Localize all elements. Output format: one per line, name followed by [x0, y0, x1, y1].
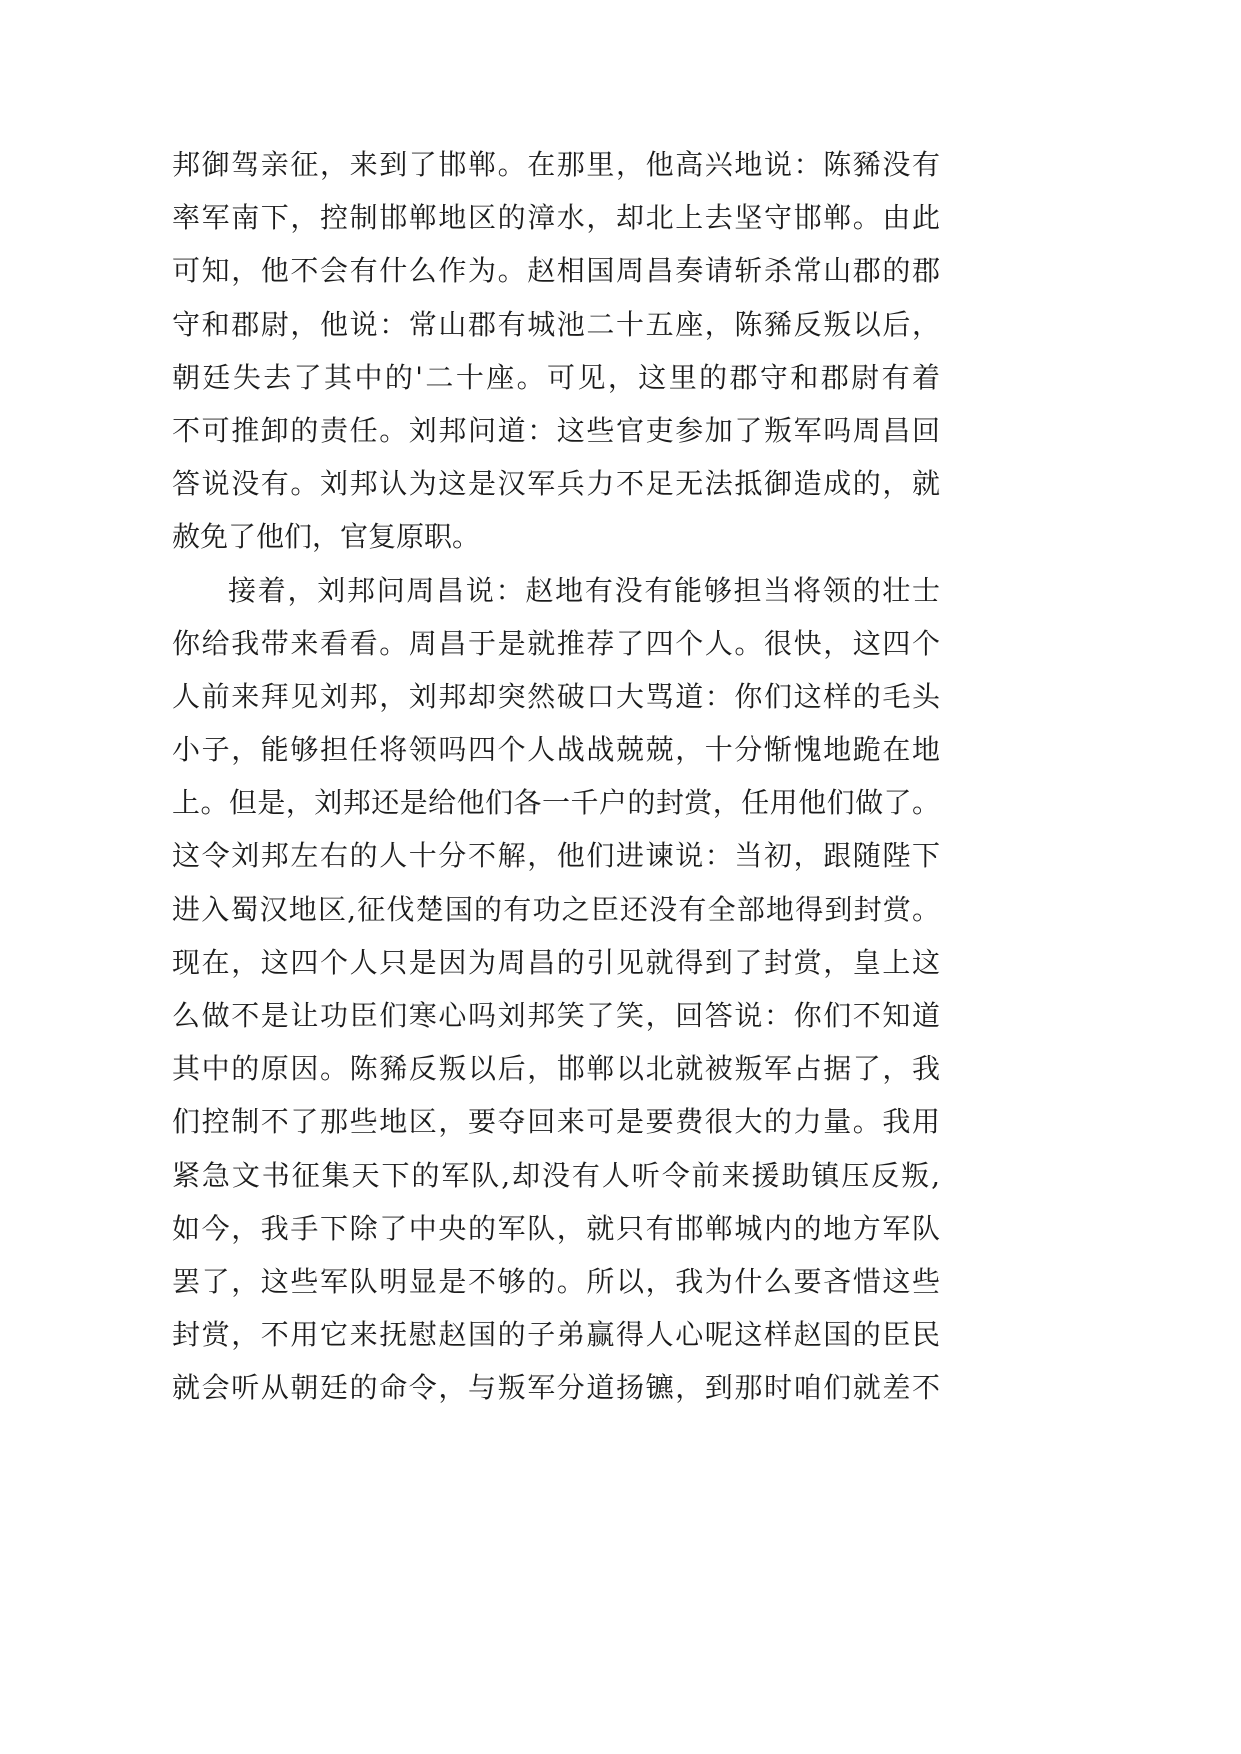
- text-line: 罢了，这些军队明显是不够的。所以，我为什么要吝惜这些: [172, 1264, 940, 1298]
- text-line: 如今，我手下除了中央的军队，就只有邯郸城内的地方军队: [172, 1211, 940, 1245]
- text-line: 你给我带来看看。周昌于是就推荐了四个人。很快，这四个: [172, 626, 940, 660]
- text-line: 朝廷失去了其中的'二十座。可见，这里的郡守和郡尉有着: [172, 360, 940, 394]
- text-line: 上。但是，刘邦还是给他们各一千户的封赏，任用他们做了。: [172, 786, 940, 820]
- text-line: 就会听从朝廷的命令，与叛军分道扬镳，到那时咱们就差不: [172, 1371, 940, 1405]
- document-body: [172, 138, 940, 1415]
- text-line: 封赏，不用它来抚慰赵国的子弟赢得人心呢这样赵国的臣民: [172, 1318, 940, 1352]
- text-line: 答说没有。刘邦认为这是汉军兵力不足无法抵御造成的，就: [172, 467, 940, 501]
- text-line: 小子，能够担任将领吗四个人战战兢兢，十分惭愧地跪在地: [172, 733, 940, 767]
- text-line: 其中的原因。陈豨反叛以后，邯郸以北就被叛军占据了，我: [172, 1052, 940, 1086]
- text-line: 守和郡尉，他说：常山郡有城池二十五座，陈豨反叛以后，: [172, 307, 940, 341]
- text-line: 人前来拜见刘邦，刘邦却突然破口大骂道：你们这样的毛头: [172, 679, 940, 713]
- text-line: 可知，他不会有什么作为。赵相国周昌奏请斩杀常山郡的郡: [172, 254, 940, 288]
- text-line: 们控制不了那些地区，要夺回来可是要费很大的力量。我用: [172, 1105, 940, 1139]
- text-line: 么做不是让功臣们寒心吗刘邦笑了笑，回答说：你们不知道: [172, 999, 940, 1032]
- text-line: 紧急文书征集天下的军队,却没有人听令前来援助镇压反叛,: [172, 1158, 940, 1192]
- text-line: 邦御驾亲征，来到了邯郸。在那里，他高兴地说：陈豨没有: [172, 148, 940, 181]
- text-line: 进入蜀汉地区,征伐楚国的有功之臣还没有全部地得到封赏。: [172, 892, 940, 926]
- text-line: 这令刘邦左右的人十分不解，他们进谏说：当初，跟随陛下: [172, 839, 940, 873]
- paragraph-1: [172, 138, 940, 564]
- text-line: 赦免了他们，官复原职。: [172, 520, 481, 554]
- text-line: 不可推卸的责任。刘邦问道：这些官吏参加了叛军吗周昌回: [172, 413, 940, 447]
- text-line: 现在，这四个人只是因为周昌的引见就得到了封赏，皇上这: [172, 945, 940, 979]
- text-line: 率军南下，控制邯郸地区的漳水，却北上去坚守邯郸。由此: [172, 201, 940, 235]
- paragraph-2: [172, 564, 940, 1415]
- text-line: 接着，刘邦问周昌说：赵地有没有能够担当将领的壮士: [228, 573, 940, 607]
